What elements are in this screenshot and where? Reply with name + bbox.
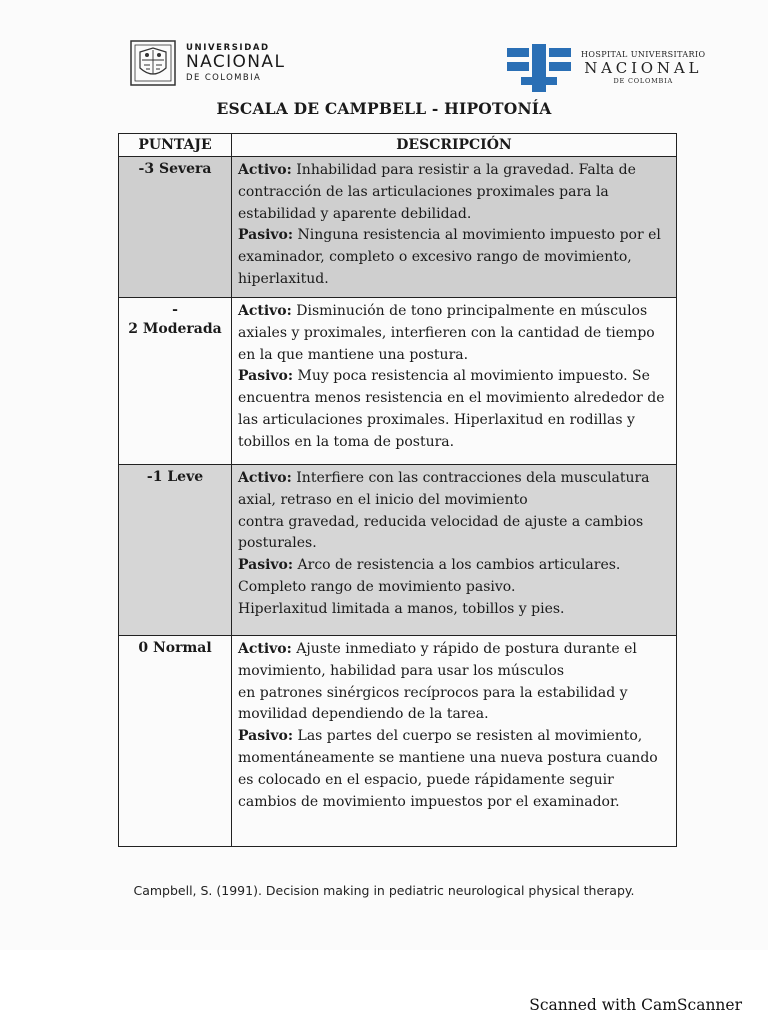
- description-cell: [232, 157, 676, 297]
- citation-text: Campbell, S. (1991). Decision making in pediatric neurological physical therapy.: [133, 883, 635, 898]
- score-label: -1 Leve: [146, 469, 204, 485]
- passive-label: Pasivo:: [238, 557, 294, 574]
- passive-text: Ninguna resistencia al movimiento impuesto por el examinador, completo o excesivo rango de movimiento, hiperlaxitud.: [238, 227, 661, 287]
- active-text: Ajuste inmediato y rápido de postura durante el movimiento, habilidad para usar los músculos: [238, 641, 637, 679]
- active-text: Inhabilidad para resistir a la gravedad. Falta de contracción de las articulaciones proximales para la estabilidad y aparente debilidad.: [238, 162, 636, 222]
- campbell-scale-table: [118, 133, 677, 847]
- active-text: Interfiere con las contracciones dela musculatura axial, retraso en el inicio del movimiento: [238, 470, 650, 508]
- description-cell: [232, 298, 676, 464]
- hospital-universitario-logo: [507, 44, 706, 92]
- table-row: [119, 297, 676, 464]
- university-seal-icon: [128, 38, 178, 88]
- active-text-cont: en patrones sinérgicos recíprocos para la estabilidad y movilidad dependiendo de la tarea.: [238, 684, 628, 723]
- hospital-cross-icon: [507, 44, 571, 92]
- logo-text-universidad: UNIVERSIDAD: [186, 42, 270, 53]
- description-cell: [232, 636, 676, 846]
- hospital-text-nacional: NACIONAL: [584, 59, 703, 78]
- score-label-line2: 2 Moderada: [128, 321, 222, 337]
- camscanner-watermark: Scanned with CamScanner: [529, 996, 742, 1014]
- score-label-line1: -: [172, 302, 178, 318]
- passive-text-cont: Completo rango de movimiento pasivo.: [238, 578, 516, 595]
- table-row: [119, 635, 676, 846]
- passive-label: Pasivo:: [238, 728, 294, 745]
- active-label: Activo:: [238, 641, 292, 657]
- hospital-text-line1: HOSPITAL UNIVERSITARIO: [581, 50, 706, 60]
- passive-text: Las partes del cuerpo se resisten al movimiento, momentáneamente se mantiene una nueva postura cuando es colocado en el espacio, puede rápidamente seguir cambios de movimiento impuestos por el examinador.: [238, 728, 658, 810]
- table-row: [119, 464, 676, 635]
- logo-text-colombia: DE COLOMBIA: [186, 73, 262, 83]
- score-cell: [119, 157, 232, 297]
- passive-text-cont: Hiperlaxitud limitada a manos, tobillos y pies.: [238, 600, 565, 617]
- document-title: ESCALA DE CAMPBELL - HIPOTONÍA: [216, 99, 552, 118]
- active-label: Activo:: [238, 162, 292, 178]
- active-label: Activo:: [238, 470, 292, 486]
- passive-label: Pasivo:: [238, 227, 294, 244]
- table-row: [119, 156, 676, 297]
- column-header-description: DESCRIPCIÓN: [396, 137, 512, 153]
- logo-text-nacional: NACIONAL: [186, 52, 286, 72]
- passive-text: Arco de resistencia a los cambios articulares.: [297, 557, 621, 574]
- active-text: Disminución de tono principalmente en músculos axiales y proximales, interfieren con la cantidad de tiempo en la que mantiene una postura.: [238, 303, 655, 363]
- score-label: 0 Normal: [138, 640, 212, 656]
- hospital-text-colombia: DE COLOMBIA: [613, 77, 673, 86]
- score-label: -3 Severa: [138, 161, 212, 177]
- universidad-nacional-logo: [128, 38, 285, 88]
- active-label: Activo:: [238, 303, 292, 319]
- active-text-cont: contra gravedad, reducida velocidad de ajuste a cambios posturales.: [238, 513, 644, 552]
- passive-label: Pasivo:: [238, 368, 294, 385]
- score-cell: [119, 298, 232, 464]
- score-cell: [119, 465, 232, 635]
- column-header-score: PUNTAJE: [119, 134, 232, 156]
- table-header-row: [119, 134, 676, 156]
- description-cell: [232, 465, 676, 635]
- score-cell: [119, 636, 232, 846]
- passive-text: Muy poca resistencia al movimiento impuesto. Se encuentra menos resistencia en el movimiento alrededor de las articulaciones proximales. Hiperlaxitud en rodillas y tobillos en la toma de postura.: [238, 368, 665, 450]
